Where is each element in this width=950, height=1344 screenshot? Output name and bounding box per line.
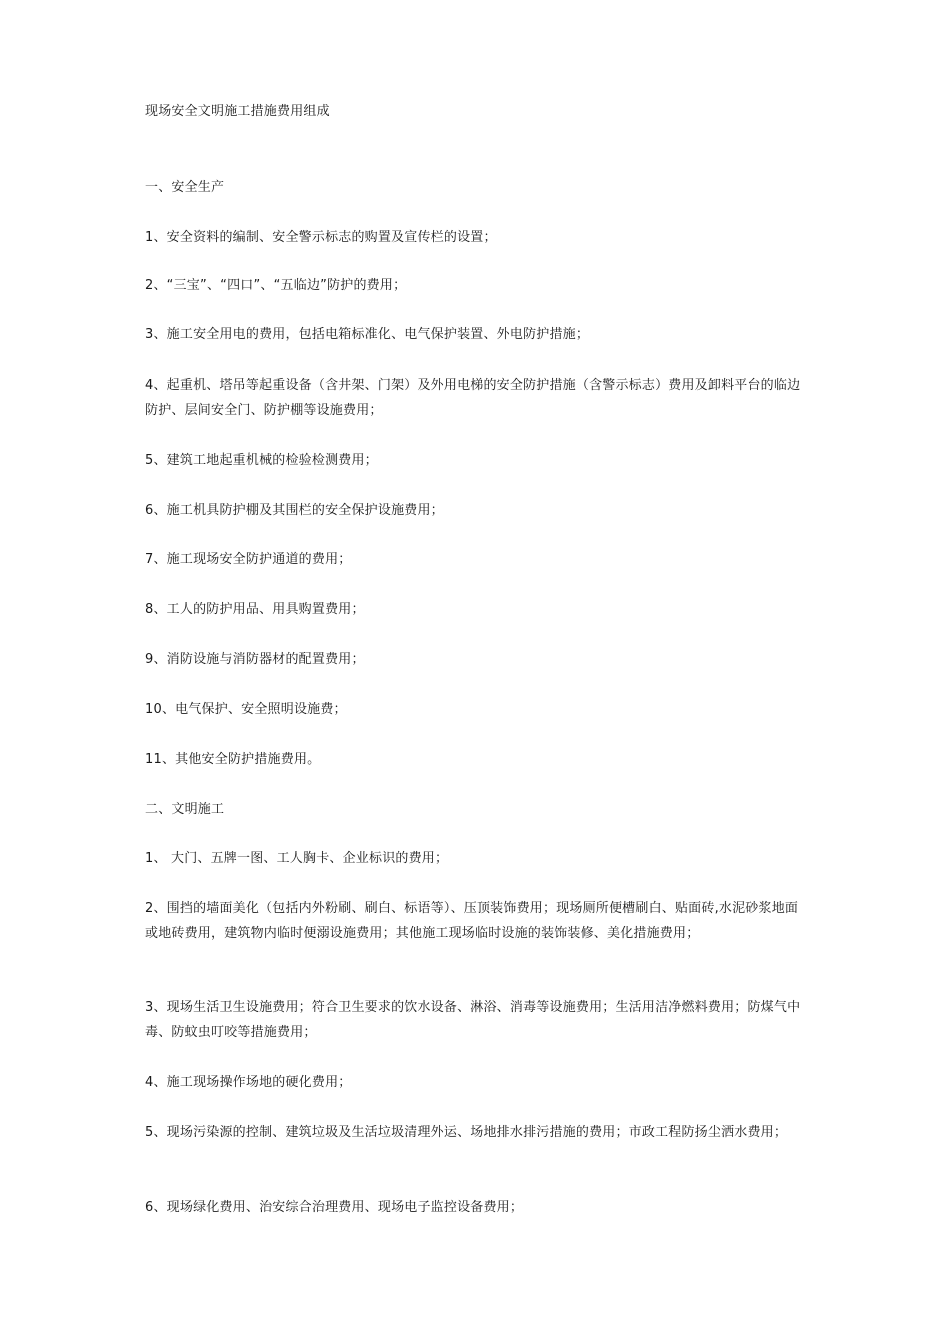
list-item: 2、围挡的墙面美化（包括内外粉刷、刷白、标语等）、压顶装饰费用；现场厕所便槽刷白、贴面砖,水泥砂浆地面或地砖费用，建筑物内临时便溺设施费用；其他施工现场临时设施的装饰装修、美化措施费用； xyxy=(145,901,799,941)
section-heading-civilized: 二、文明施工 xyxy=(145,802,225,817)
list-item: 3、现场生活卫生设施费用；符合卫生要求的饮水设备、淋浴、消毒等设施费用；生活用洁净燃料费用；防煤气中毒、防蚊虫叮咬等措施费用； xyxy=(145,1000,801,1040)
list-item: 1、 大门、五牌一图、工人胸卡、企业标识的费用； xyxy=(145,851,449,866)
list-item: 3、施工安全用电的费用，包括电箱标准化、电气保护装置、外电防护措施； xyxy=(145,327,590,342)
document-title: 现场安全文明施工措施费用组成 xyxy=(145,104,330,119)
list-item: 6、施工机具防护棚及其围栏的安全保护设施费用； xyxy=(145,503,444,518)
list-item: 4、起重机、塔吊等起重设备（含井架、门架）及外用电梯的安全防护措施（含警示标志）费用及卸料平台的临边防护、层间安全门、防护棚等设施费用； xyxy=(145,378,801,418)
list-item: 5、现场污染源的控制、建筑垃圾及生活垃圾清理外运、场地排水排污措施的费用；市政工程防扬尘洒水费用； xyxy=(145,1125,788,1140)
list-item: 6、现场绿化费用、治安综合治理费用、现场电子监控设备费用； xyxy=(145,1200,524,1215)
list-item: 4、施工现场操作场地的硬化费用； xyxy=(145,1075,352,1090)
list-item: 5、建筑工地起重机械的检验检测费用； xyxy=(145,453,378,468)
list-item: 1、安全资料的编制、安全警示标志的购置及宣传栏的设置； xyxy=(145,230,497,245)
list-item: 7、施工现场安全防护通道的费用； xyxy=(145,552,352,567)
section-heading-safety: 一、安全生产 xyxy=(145,180,225,195)
list-item: 2、“三宝”、“四口”、“五临边”防护的费用； xyxy=(145,278,407,293)
list-item: 11、其他安全防护措施费用。 xyxy=(145,752,321,767)
list-item: 9、消防设施与消防器材的配置费用； xyxy=(145,652,365,667)
list-item: 10、电气保护、安全照明设施费； xyxy=(145,702,347,717)
list-item: 8、工人的防护用品、用具购置费用； xyxy=(145,602,365,617)
